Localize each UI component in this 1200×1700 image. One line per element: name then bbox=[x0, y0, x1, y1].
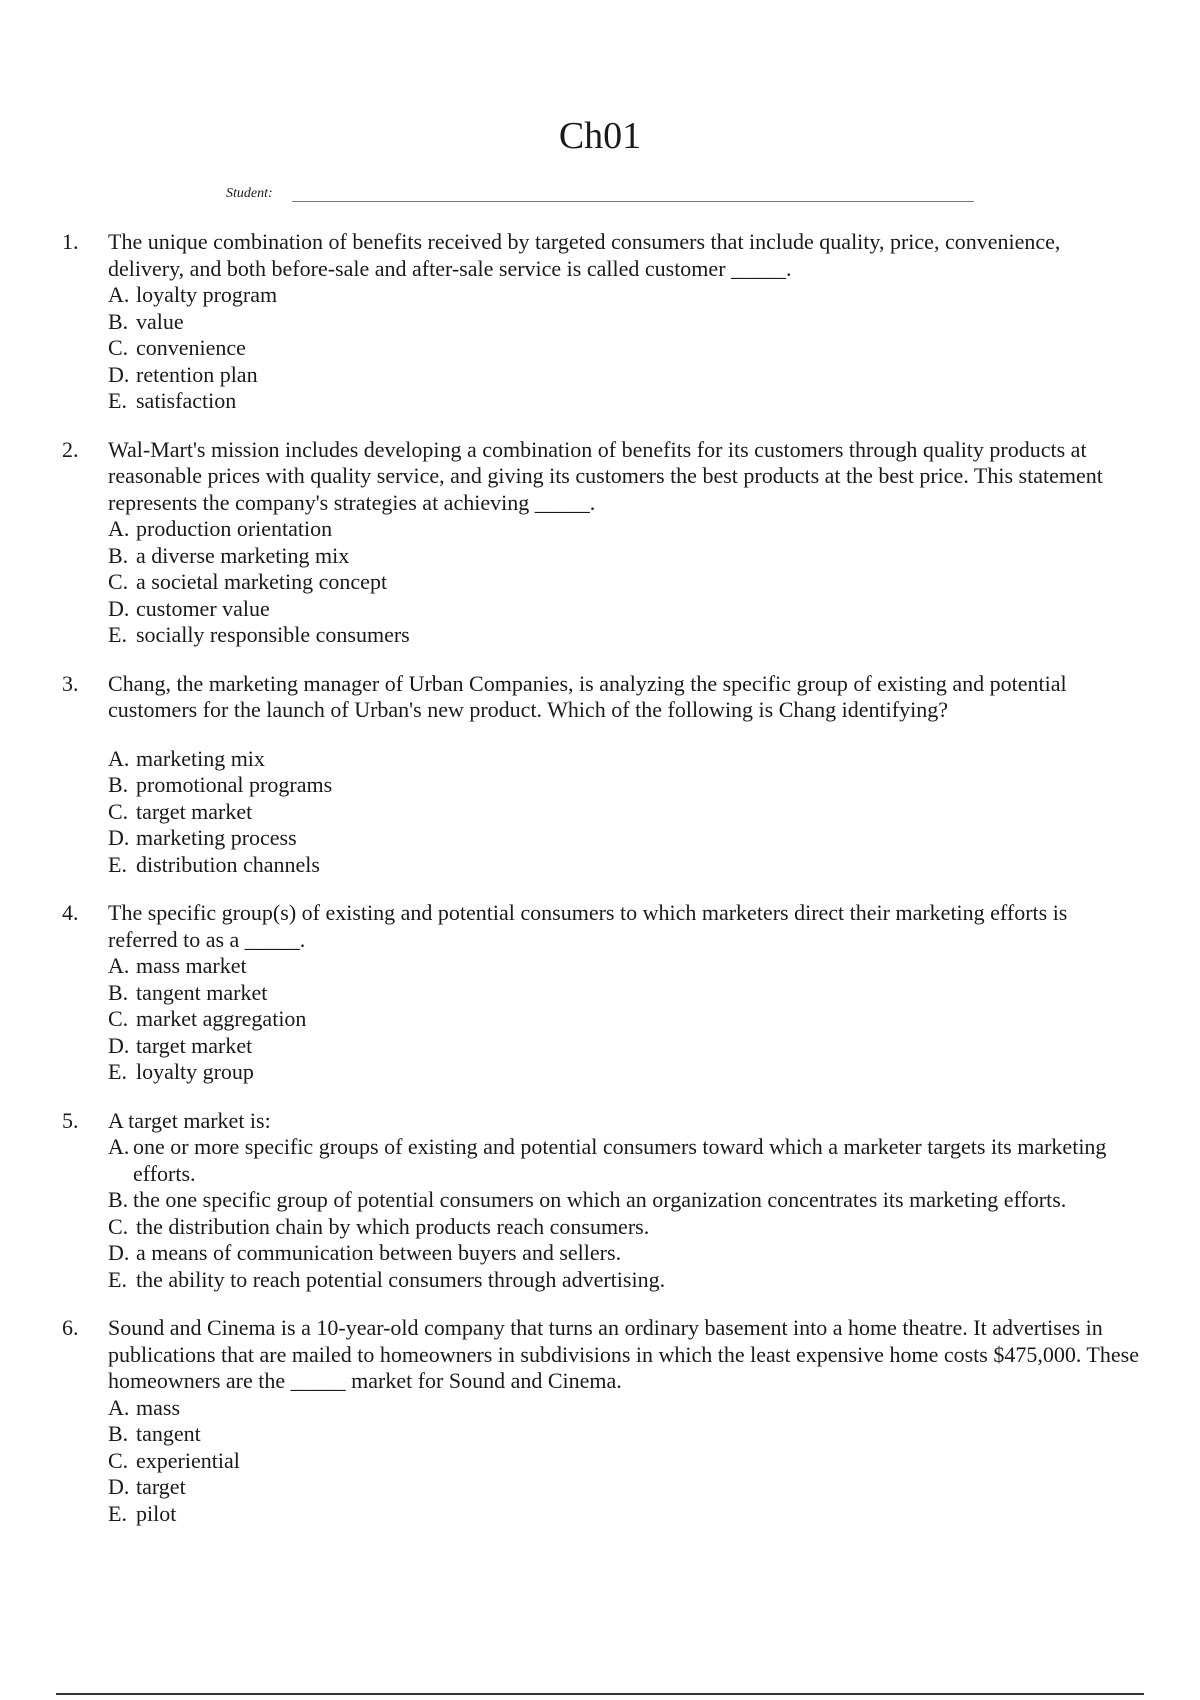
answer-option-d[interactable] bbox=[108, 362, 1142, 389]
option-letter: C. bbox=[108, 1447, 129, 1473]
option-letter: E. bbox=[108, 1266, 127, 1292]
answer-option-d[interactable] bbox=[108, 596, 1142, 623]
option-text: the distribution chain by which products reach consumers. bbox=[136, 1213, 650, 1239]
answer-option-b[interactable] bbox=[108, 543, 1142, 570]
answer-option-c[interactable] bbox=[108, 799, 1142, 826]
answer-option-c[interactable] bbox=[108, 1006, 1142, 1033]
option-letter: B. bbox=[108, 308, 129, 334]
answer-option-d[interactable] bbox=[108, 1474, 1142, 1501]
answer-options bbox=[108, 516, 1142, 649]
answer-option-b[interactable] bbox=[108, 772, 1142, 799]
answer-options bbox=[108, 1134, 1142, 1293]
option-text: mass bbox=[136, 1394, 180, 1420]
option-text: target market bbox=[136, 798, 253, 824]
option-text: a diverse marketing mix bbox=[136, 542, 350, 568]
option-text: promotional programs bbox=[136, 772, 333, 797]
answer-options bbox=[108, 1395, 1142, 1528]
option-letter: C. bbox=[108, 1213, 129, 1239]
answer-option-b[interactable] bbox=[108, 1187, 1142, 1214]
option-text: experiential bbox=[136, 1447, 240, 1473]
page-title: Ch01 bbox=[558, 115, 642, 157]
option-text: target bbox=[136, 1474, 186, 1499]
answer-options bbox=[108, 282, 1142, 415]
student-label: Student: bbox=[226, 186, 273, 201]
answer-option-e[interactable] bbox=[108, 1059, 1142, 1086]
question-number: 6. bbox=[62, 1315, 79, 1340]
option-letter: C. bbox=[108, 335, 129, 360]
option-letter: A. bbox=[108, 1394, 130, 1420]
option-text: tangent market bbox=[136, 979, 268, 1005]
option-text: marketing mix bbox=[136, 745, 265, 771]
question-list bbox=[62, 229, 1142, 1549]
option-text: a societal marketing concept bbox=[136, 569, 388, 594]
option-text: mass market bbox=[136, 953, 247, 978]
question-stem: Wal-Mart's mission includes developing a combination of benefits for its customers through quality products at reasonable prices with quality service, and giving its customers the best products at the best price. This statement represents the company's strategies at achieving _____. bbox=[108, 436, 1103, 515]
question-stem: Chang, the marketing manager of Urban Companies, is analyzing the specific group of existing and potential customers for the launch of Urban's new product. Which of the following is Chang identifying? bbox=[108, 670, 1067, 722]
answer-option-a[interactable] bbox=[108, 953, 1142, 980]
option-letter: E. bbox=[108, 1059, 127, 1084]
option-text: market aggregation bbox=[136, 1006, 307, 1031]
question-4 bbox=[62, 900, 1142, 1086]
option-text: pilot bbox=[136, 1500, 177, 1526]
answer-option-e[interactable] bbox=[108, 1267, 1142, 1294]
option-text: socially responsible consumers bbox=[136, 622, 410, 647]
answer-option-a[interactable] bbox=[108, 1395, 1142, 1422]
answer-option-e[interactable] bbox=[108, 388, 1142, 415]
option-letter: D. bbox=[108, 1240, 130, 1265]
option-text: customer value bbox=[136, 595, 270, 621]
option-text: a means of communication between buyers and sellers. bbox=[136, 1240, 622, 1265]
option-text: one or more specific groups of existing and potential consumers toward which a marketer targets its marketing efforts. bbox=[133, 1134, 1107, 1186]
option-letter: B. bbox=[108, 1421, 129, 1446]
student-name-line[interactable] bbox=[292, 201, 974, 202]
option-text: distribution channels bbox=[136, 851, 320, 877]
option-letter: D. bbox=[108, 595, 130, 621]
option-letter: B. bbox=[108, 772, 129, 797]
answer-option-b[interactable] bbox=[108, 1421, 1142, 1448]
option-text: production orientation bbox=[136, 516, 333, 541]
option-letter: D. bbox=[108, 1032, 130, 1058]
option-text: convenience bbox=[136, 335, 246, 360]
option-text: value bbox=[136, 308, 184, 334]
answer-option-d[interactable] bbox=[108, 825, 1142, 852]
question-number: 2. bbox=[62, 436, 79, 462]
option-letter: E. bbox=[108, 388, 127, 413]
option-letter: D. bbox=[108, 361, 130, 387]
option-text: tangent bbox=[136, 1421, 201, 1446]
option-letter: B. bbox=[108, 979, 129, 1005]
answer-options bbox=[108, 746, 1142, 879]
option-letter: A. bbox=[108, 953, 130, 978]
option-text: the ability to reach potential consumers through advertising. bbox=[136, 1266, 666, 1292]
option-letter: E. bbox=[108, 1500, 127, 1526]
answer-option-d[interactable] bbox=[108, 1240, 1142, 1267]
option-letter: E. bbox=[108, 622, 127, 647]
answer-option-a[interactable] bbox=[108, 516, 1142, 543]
answer-option-a[interactable] bbox=[108, 1134, 1142, 1187]
question-5 bbox=[62, 1108, 1142, 1294]
option-letter: A. bbox=[108, 1134, 130, 1159]
option-letter: B. bbox=[108, 1187, 129, 1212]
option-letter: E. bbox=[108, 851, 127, 877]
question-stem: A target market is: bbox=[108, 1107, 271, 1133]
answer-option-e[interactable] bbox=[108, 852, 1142, 879]
option-text: the one specific group of potential consumers on which an organization concentrates its marketing efforts. bbox=[133, 1187, 1067, 1212]
option-letter: C. bbox=[108, 1006, 129, 1031]
option-text: retention plan bbox=[136, 361, 258, 387]
question-3 bbox=[62, 671, 1142, 879]
answer-option-c[interactable] bbox=[108, 335, 1142, 362]
answer-options bbox=[108, 953, 1142, 1086]
option-letter: D. bbox=[108, 1474, 130, 1499]
option-text: marketing process bbox=[136, 825, 297, 850]
question-stem: The unique combination of benefits received by targeted consumers that include quality, price, convenience, delivery, and both before-sale and after-sale service is called customer _____. bbox=[108, 229, 1061, 281]
question-stem: The specific group(s) of existing and potential consumers to which marketers direct their marketing efforts is referred to as a _____. bbox=[108, 900, 1068, 952]
option-text: satisfaction bbox=[136, 388, 237, 413]
student-name-field[interactable] bbox=[226, 184, 974, 208]
answer-option-c[interactable] bbox=[108, 569, 1142, 596]
option-text: loyalty group bbox=[136, 1059, 254, 1084]
question-number: 3. bbox=[62, 670, 79, 696]
question-number: 5. bbox=[62, 1107, 79, 1133]
option-letter: A. bbox=[108, 745, 130, 771]
question-2 bbox=[62, 437, 1142, 649]
answer-option-e[interactable] bbox=[108, 622, 1142, 649]
option-letter: A. bbox=[108, 516, 130, 541]
answer-option-d[interactable] bbox=[108, 1033, 1142, 1060]
option-text: loyalty program bbox=[136, 282, 278, 307]
option-text: target market bbox=[136, 1032, 253, 1058]
answer-option-a[interactable] bbox=[108, 746, 1142, 773]
answer-option-e[interactable] bbox=[108, 1501, 1142, 1528]
option-letter: C. bbox=[108, 569, 129, 594]
answer-option-b[interactable] bbox=[108, 309, 1142, 336]
question-1 bbox=[62, 229, 1142, 415]
option-letter: D. bbox=[108, 825, 130, 850]
option-letter: B. bbox=[108, 542, 129, 568]
option-letter: A. bbox=[108, 282, 130, 307]
answer-option-c[interactable] bbox=[108, 1214, 1142, 1241]
question-stem: Sound and Cinema is a 10-year-old company that turns an ordinary basement into a home theatre. It advertises in publications that are mailed to homeowners in subdivisions in which the least expensive home costs $475,000. These homeowners are the _____ market for Sound and Cinema. bbox=[108, 1315, 1139, 1393]
answer-option-a[interactable] bbox=[108, 282, 1142, 309]
option-letter: C. bbox=[108, 798, 129, 824]
footer-divider bbox=[56, 1693, 1144, 1695]
question-number: 4. bbox=[62, 900, 79, 925]
question-6 bbox=[62, 1315, 1142, 1527]
question-number: 1. bbox=[62, 229, 79, 254]
answer-option-c[interactable] bbox=[108, 1448, 1142, 1475]
answer-option-b[interactable] bbox=[108, 980, 1142, 1007]
